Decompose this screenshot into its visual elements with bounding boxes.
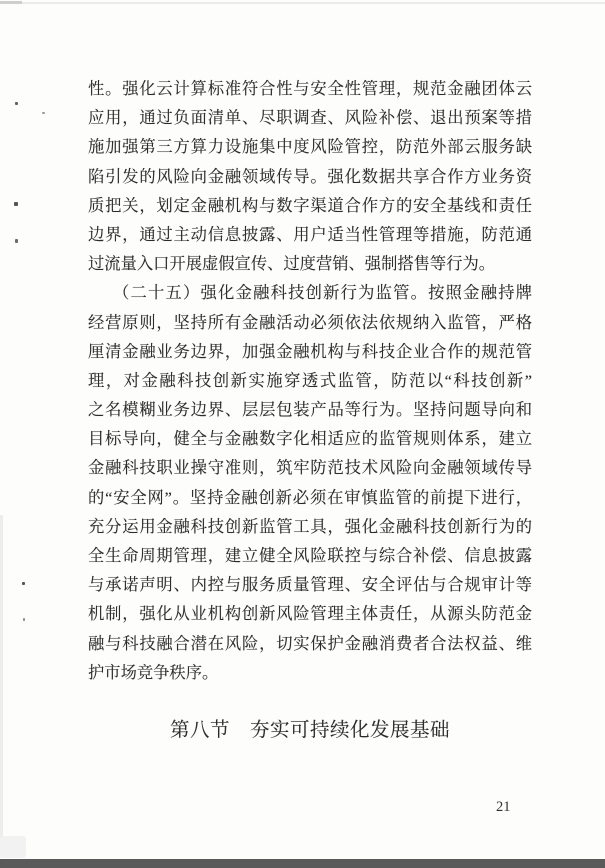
text-line: 经营原则，坚持所有金融活动必须依法依规纳入监管，严格 bbox=[88, 312, 532, 332]
scan-bottom-edge-bar bbox=[0, 859, 605, 868]
text-line: 目标导向，健全与金融数字化相适应的监管规则体系，建立 bbox=[88, 429, 532, 449]
scan-corner-smudge bbox=[0, 836, 26, 858]
scan-speck bbox=[15, 239, 18, 243]
text-line: （二十五）强化金融科技创新行为监管。按照金融持牌 bbox=[113, 283, 532, 303]
scan-top-edge-line bbox=[0, 2, 605, 4]
scan-speck bbox=[42, 112, 45, 114]
text-line: 的“安全网”。坚持金融创新必须在审慎监管的前提下进行， bbox=[88, 487, 532, 507]
text-line: 性。强化云计算标准符合性与安全性管理，规范金融团体云 bbox=[88, 79, 532, 98]
scan-speck bbox=[14, 202, 18, 206]
text-line: 金融科技职业操守准则，筑牢防范技术风险向金融领域传导 bbox=[88, 458, 532, 478]
text-line: 边界，通过主动信息披露、用户适当性管理等措施，防范通 bbox=[88, 224, 532, 244]
text-line: 之名模糊业务边界、层层包装产品等行为。坚持问题导向和 bbox=[88, 400, 532, 420]
text-line: 全生命周期管理，建立健全风险联控与综合补偿、信息披露 bbox=[88, 546, 532, 565]
text-line: 质把关，划定金融机构与数字渠道合作方的安全基线和责任 bbox=[88, 195, 532, 215]
scan-left-edge-strip bbox=[0, 515, 3, 857]
text-line: 护市场竞争秩序。 bbox=[88, 662, 219, 682]
body-text-block bbox=[88, 74, 532, 687]
section-heading: 第八节 夯实可持续化发展基础 bbox=[169, 720, 450, 741]
scan-top-left-mark bbox=[0, 1, 22, 4]
scan-speck bbox=[23, 618, 25, 621]
page-number: 21 bbox=[496, 799, 511, 815]
text-line: 应用，通过负面清单、尽职调查、风险补偿、退出预案等措 bbox=[88, 108, 532, 128]
text-line: 与承诺声明、内控与服务质量管理、安全评估与合规审计等 bbox=[88, 575, 532, 595]
text-line: 厘清金融业务边界，加强金融机构与科技企业合作的规范管 bbox=[88, 341, 532, 361]
text-line: 融与科技融合潜在风险，切实保护金融消费者合法权益、维 bbox=[88, 633, 532, 653]
scan-speck bbox=[22, 582, 25, 585]
text-line: 施加强第三方算力设施集中度风险管控，防范外部云服务缺 bbox=[88, 137, 532, 157]
text-line: 理，对金融科技创新实施穿透式监管，防范以“科技创新” bbox=[88, 370, 532, 390]
text-line: 过流量入口开展虚假宣传、过度营销、强制搭售等行为。 bbox=[88, 254, 496, 274]
text-line: 陷引发的风险向金融领域传导。强化数据共享合作方业务资 bbox=[88, 166, 532, 186]
text-line: 机制，强化从业机构创新风险管理主体责任，从源头防范金 bbox=[88, 604, 532, 624]
text-line: 充分运用金融科技创新监管工具，强化金融科技创新行为的 bbox=[88, 516, 532, 536]
scan-speck bbox=[15, 102, 18, 105]
